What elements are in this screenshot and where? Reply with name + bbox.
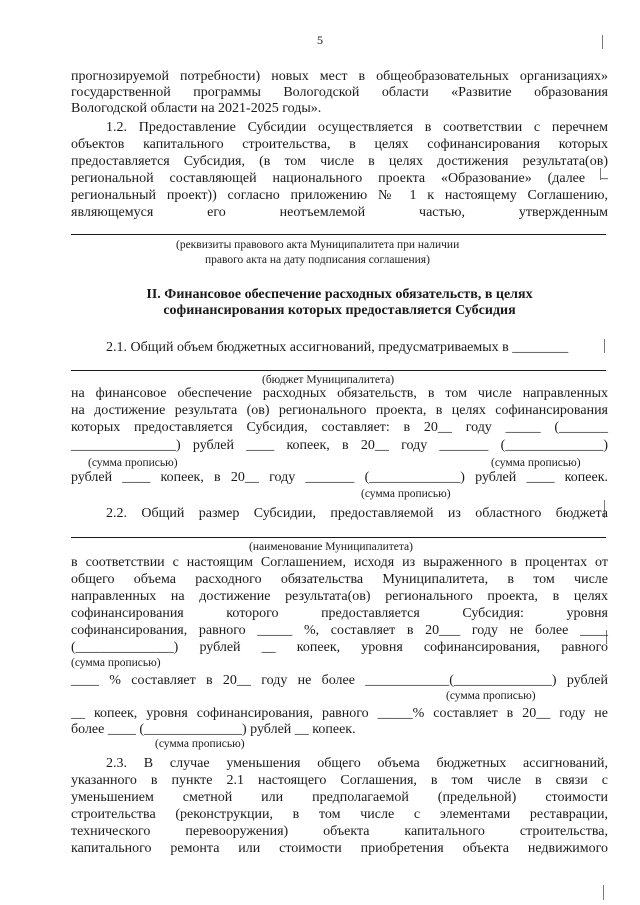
text-line: предоставляется Субсидия, (в том числе в целях достижения результата(ов) bbox=[71, 154, 608, 169]
field-caption: (сумма прописью) bbox=[491, 457, 581, 469]
text-line: (______________) рублей __ копеек, уровня софинансирования, равного bbox=[71, 640, 608, 655]
text-line: 2.1. Общий объем бюджетных ассигнований, предусматриваемых в ________ bbox=[106, 340, 569, 355]
text-line: 2.3. В случае уменьшения общего объема бюджетных ассигнований, bbox=[106, 756, 608, 771]
text-line: строительства (реконструкции, в том числе с элементами реставрации, bbox=[71, 807, 608, 822]
scan-mark bbox=[602, 35, 603, 49]
text-line: общего объема расходного обязательства Муниципалитета, в том числе bbox=[71, 572, 608, 587]
scan-mark bbox=[603, 885, 604, 900]
fill-in-line bbox=[71, 370, 606, 371]
text-line: капитального ремонта или стоимости приобретения объекта недвижимого bbox=[71, 841, 608, 856]
fill-in-line bbox=[71, 234, 606, 235]
text-line: региональной составляющей национального проекта «Образование» (далее – bbox=[71, 171, 608, 186]
field-caption: (сумма прописью) bbox=[155, 738, 245, 750]
text-line: указанного в пункте 2.1 настоящего Соглашения, в том числе в связи с bbox=[71, 773, 608, 788]
text-line: направленных на достижение результата(ов) регионального проекта, в целях bbox=[71, 589, 608, 604]
text-line: технического перевооружения) объекта капитального строительства, bbox=[71, 824, 608, 839]
text-line: уменьшением сметной или предполагаемой (предельной) стоимости bbox=[71, 790, 608, 805]
text-line: софинансирования, равного _____ %, составляет в 20___ году не более ____ bbox=[71, 623, 608, 638]
section-heading: II. Финансовое обеспечение расходных обязательств, в целях bbox=[146, 287, 533, 302]
field-caption: (реквизиты правового акта Муниципалитета при наличии bbox=[176, 239, 460, 251]
text-line: рублей ____ копеек, в 20__ году _______ (_____________) рублей ____ копеек. bbox=[71, 470, 608, 485]
field-caption: (сумма прописью) bbox=[446, 690, 536, 702]
text-line: государственной программы Вологодской области «Развитие образования bbox=[71, 85, 608, 100]
field-caption: (сумма прописью) bbox=[88, 457, 178, 469]
field-caption: (бюджет Муниципалитета) bbox=[262, 374, 395, 386]
page-number: 5 bbox=[317, 33, 323, 47]
text-line: 2.2. Общий размер Субсидии, предоставляемой из областного бюджета bbox=[106, 506, 608, 521]
section-heading: софинансирования которых предоставляется Субсидия bbox=[163, 303, 516, 318]
text-line: прогнозируемой потребности) новых мест в общеобразовательных организациях» bbox=[71, 69, 608, 84]
text-line: региональный проект)) согласно приложению № 1 к настоящему Соглашению, bbox=[71, 188, 608, 203]
text-line: ____ % составляет в 20__ году не более ____________(______________) рублей bbox=[71, 673, 608, 688]
text-line: 1.2. Предоставление Субсидии осуществляется в соответствии с перечнем bbox=[106, 120, 608, 135]
text-line: объектов капитального строительства, в целях софинансирования которых bbox=[71, 137, 608, 152]
field-caption: (наименование Муниципалитета) bbox=[249, 541, 413, 553]
text-line: которых предоставляется Субсидия, составляет: в 20__ году _____ (_______ bbox=[71, 420, 608, 435]
fill-in-line bbox=[71, 537, 606, 538]
field-caption: правого акта на дату подписания соглашения) bbox=[205, 254, 430, 266]
text-line: на достижение результата (ов) регионального проекта, в целях софинансирования bbox=[71, 403, 608, 418]
text-line: __ копеек, уровня софинансирования, равного _____% составляет в 20__ году не bbox=[71, 706, 608, 721]
field-caption: (сумма прописью) bbox=[361, 488, 451, 500]
field-caption: (сумма прописью) bbox=[71, 657, 161, 669]
text-line: являющемуся его неотъемлемой частью, утвержденным bbox=[71, 205, 608, 220]
text-line: софинансирования которого предоставляется Субсидия: уровня bbox=[71, 606, 608, 621]
text-line: в соответствии с настоящим Соглашением, исходя из выраженного в процентах от bbox=[71, 555, 608, 570]
text-line: Вологодской области на 2021-2025 годы». bbox=[71, 101, 322, 116]
text-line: более ____ (______________) рублей __ копеек. bbox=[71, 722, 356, 737]
text-line: на финансовое обеспечение расходных обязательств, в том числе направленных bbox=[71, 386, 608, 401]
text-line: _______________) рублей ____ копеек, в 20__ году _______ (______________) bbox=[71, 438, 608, 453]
